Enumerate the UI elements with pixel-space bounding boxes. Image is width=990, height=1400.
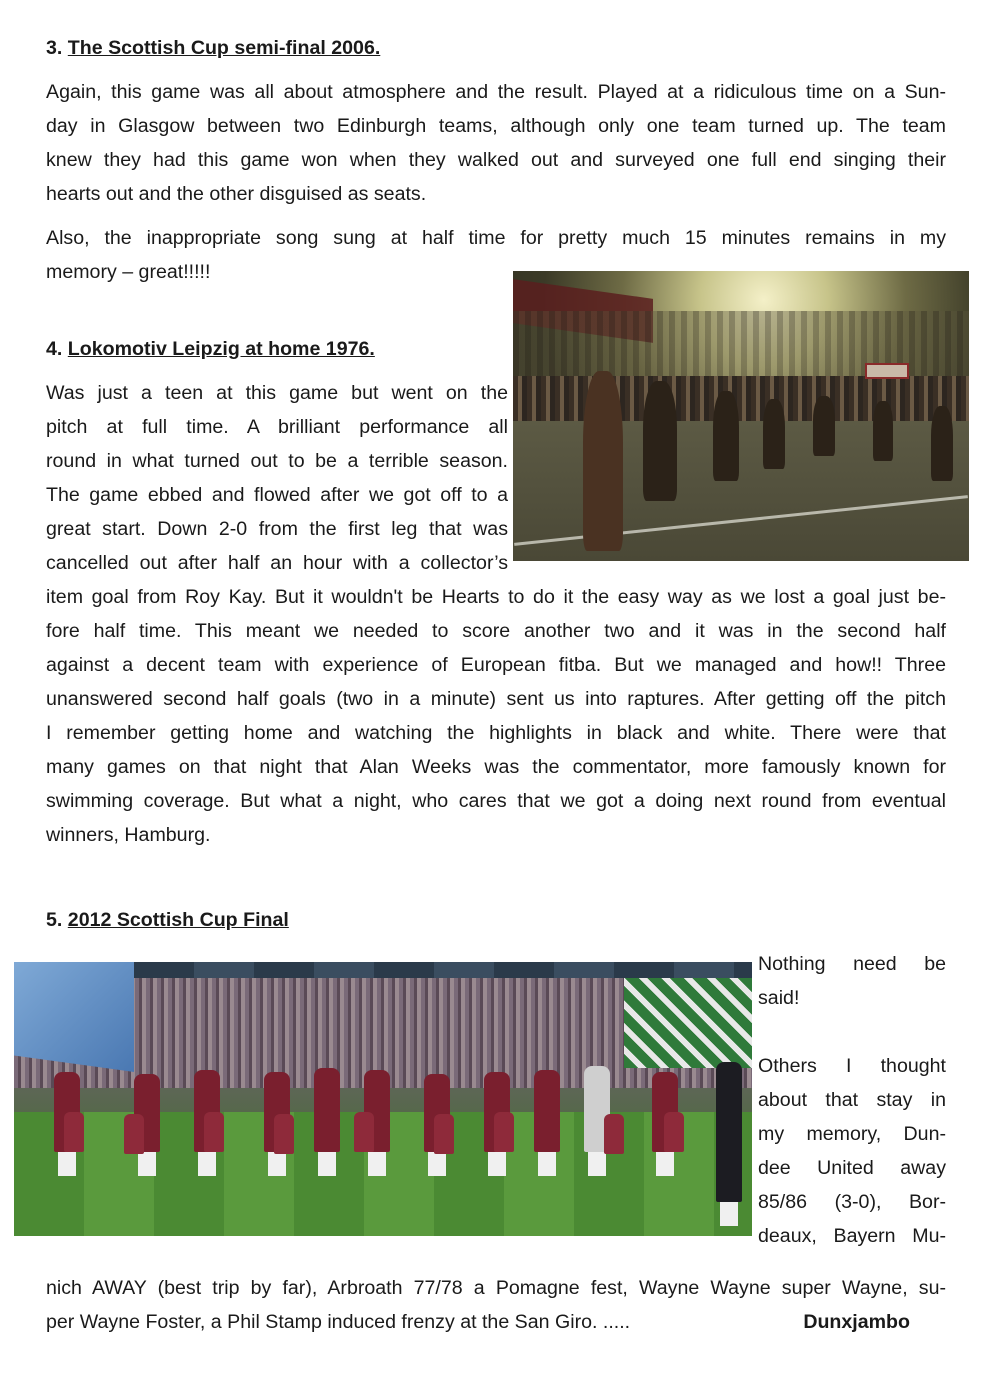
fan-figure [583,371,623,551]
text-line: about that stay in [758,1089,946,1111]
fan-figure [873,401,893,461]
text-line: Was just a teen at this game but went on the [46,382,508,404]
section-number: 4. [46,338,63,360]
section-number: 5. [46,909,63,931]
section-5-side-text [758,947,946,1253]
fan-figure [643,381,677,501]
text-line: winners, Hamburg. [46,824,211,846]
text-line: item goal from Roy Kay. But it wouldn't be Hearts to do it the easy way as we lost a goal just be- [46,586,946,608]
text-line: Again, this game was all about atmosphere and the result. Played at a ridiculous time on a Sun- [46,81,946,103]
text-line: memory – great!!!!! [46,261,211,283]
mascot-figure [434,1114,454,1154]
text-line-with-author [46,1305,946,1339]
text-line: unanswered second half goals (two in a minute) sent us into raptures. After getting off the pitch [46,688,946,710]
text-line: my memory, Dun- [758,1123,946,1145]
text-line: day in Glasgow between two Edinburgh teams, although only one team turned up. The team [46,115,946,137]
text-line: deaux, Bayern Mu- [758,1225,946,1247]
mascot-figure [204,1112,224,1152]
section-title: 2012 Scottish Cup Final [67,909,289,931]
crowd [513,376,969,426]
text-line: The game ebbed and flowed after we got off to a [46,484,508,506]
manager-figure [716,1062,742,1202]
mascot-figure [494,1112,514,1152]
pitch [513,421,969,561]
mascot-figure [274,1114,294,1154]
mascot-figure [124,1114,144,1154]
text-line: 85/86 (3-0), Bor- [758,1191,946,1213]
fan-figure [763,399,785,469]
fan-figure [813,396,835,456]
text-line: pitch at full time. A brilliant performance all [46,416,508,438]
text-line: against a decent team with experience of European fitba. But we managed and how!! Three [46,654,946,676]
text-line: Others I thought [758,1055,946,1077]
text-line: Also, the inappropriate song sung at half time for pretty much 15 minutes remains in my [46,227,946,249]
fan-figure [931,406,953,481]
text-line: per Wayne Foster, a Phil Stamp induced frenzy at the San Giro. ..... [46,1311,631,1333]
leipzig-pitch-invasion-photo [513,271,969,561]
text-line [758,1015,946,1049]
player-figure [314,1068,340,1152]
section-3-heading [46,31,946,65]
text-line: said! [758,987,800,1009]
section-3-paragraph-1 [46,75,946,211]
player-figure [534,1070,560,1152]
text-line: cancelled out after half an hour with a collector’s [46,552,508,574]
green-white-stand [624,978,752,1068]
text-line: nich AWAY (best trip by far), Arbroath 77/78 a Pomagne fest, Wayne Wayne super Wayne, su- [46,1277,946,1299]
text-line: hearts out and the other disguised as seats. [46,183,427,205]
mascot-figure [604,1114,624,1154]
text-line: knew they had this game won when they walked out and surveyed one full end singing their [46,149,946,171]
text-line: round in what turned out to be a terrible season. [46,450,508,472]
text-line: Nothing need be [758,953,946,975]
text-line: many games on that night that Alan Weeks was the commentator, more famously known for [46,756,946,778]
text-line: fore half time. This meant we needed to score another two and it was in the second half [46,620,946,642]
text-line: swimming coverage. But what a night, who cares that we got a doing next round from eventual [46,790,946,812]
section-5-bottom-text [46,1271,946,1339]
section-title: Lokomotiv Leipzig at home 1976. [67,338,375,360]
section-number: 3. [46,37,63,59]
mascot-figure [354,1112,374,1152]
author-name: Dunxjambo [803,1311,910,1333]
mascot-figure [664,1112,684,1152]
cup-final-team-photo [14,962,752,1236]
flag [14,962,134,1072]
section-title: The Scottish Cup semi-final 2006. [67,37,381,59]
text-line: I remember getting home and watching the highlights in black and white. There were that [46,722,946,744]
section-4-wrapped-text [46,376,508,580]
text-line: dee United away [758,1157,946,1179]
section-4-heading [46,332,946,366]
text-line: great start. Down 2-0 from the first leg that was [46,518,508,540]
mascot-figure [64,1112,84,1152]
section-4-continued-text [46,580,946,852]
section-5-heading [46,903,946,937]
fan-figure [713,391,739,481]
